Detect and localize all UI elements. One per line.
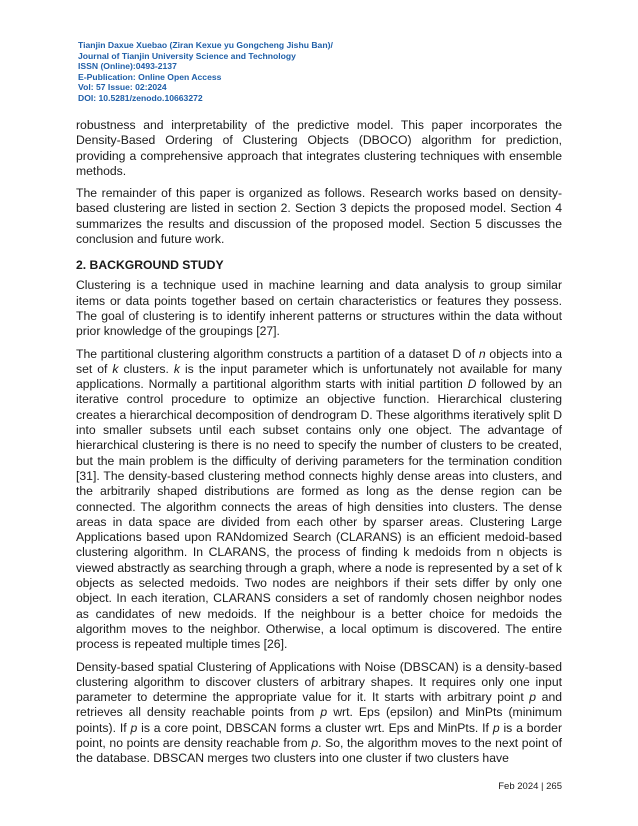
text-segment: is a border point, no points are density reachable from [76, 720, 563, 750]
italic-variable: k [173, 361, 180, 376]
text-segment: followed by an iterative control procedure to optimize an objective function. Hierarchical clustering creates a hierarchical decomposition of dendrogram D. These algorithms iteratively split D into smaller subsets until each subset contains only one object. The advantage of hierarchical clustering is there is no need to specify the number of clusters to be created, but the main problem is the difficulty of deriving parameters for the termination condition [31]. The density-based clustering method connects highly dense areas into clusters, and the arbitrarily shaped distributions are formed as long as the dense region can be connected. The algorithm connects the areas of high densities into clusters. The dense areas in data space are divided from each other by sparser areas. Clustering Large Applications based upon RANdomized Search (CLARANS) is an efficient medoid-based clustering algorithm. In CLARANS, the process of finding k medoids from n objects is viewed abstractly as searching through a graph, where a node is represented by a set of k objects as selected medoids. Two nodes are neighbors if their sets differ by only one object. In each iteration, CLARANS considers a set of randomly chosen neighbor nodes as candidates of new medoids. If the neighbour is a better choice for medoids the algorithm moves to the neighbor. Otherwise, a local optimum is discovered. The entire process is repeated multiple times [26]. [76, 377, 562, 652]
journal-header [78, 40, 478, 104]
doi-line: DOI: 10.5281/zenodo.10663272 [78, 92, 203, 103]
italic-variable: p [492, 720, 500, 735]
text-segment: is the input parameter which is unfortunately not available for many applications. Normally a partitional algorithm starts with initial partition [76, 361, 563, 392]
paragraph-partitional-clustering [76, 347, 562, 653]
journal-subtitle-line: Journal of Tianjin University Science and Technology [78, 50, 296, 61]
italic-variable: p [320, 705, 328, 720]
italic-variable: p [529, 690, 537, 705]
text-segment: and retrieves all density reachable points from [76, 690, 562, 720]
paragraph-dbscan [76, 660, 562, 767]
text-segment: wrt. Eps (epsilon) and MinPts (minimum points). If [76, 705, 562, 735]
text-segment: clusters. [118, 361, 174, 376]
italic-variable: p [130, 720, 138, 735]
section-heading-background: 2. BACKGROUND STUDY [76, 258, 224, 273]
paragraph-intro-end: robustness and interpretability of the predictive model. This paper incorporates the Density-Based Ordering of Clustering Objects (DBOCO) algorithm for prediction, providing a comprehensive approach that integrates clustering techniques with ensemble methods. [76, 118, 562, 178]
text-segment: is a core point, DBSCAN forms a cluster wrt. Eps and MinPts. If [137, 720, 493, 735]
article-body [76, 118, 562, 774]
text-segment: . So, the algorithm moves to the next point of the database. DBSCAN merges two clusters into one cluster if two clusters have [76, 735, 563, 766]
epublication-line: E-Publication: Online Open Access [78, 71, 222, 82]
text-segment: Density-based spatial Clustering of Applications with Noise (DBSCAN) is a density-based clustering algorithm to discover clusters of arbitrary shapes. It requires only one input parameter to determine the appropriate value for it. It starts with arbitrary point [76, 659, 562, 705]
issn-line: ISSN (Online):0493-2137 [78, 61, 177, 72]
journal-title-line: Tianjin Daxue Xuebao (Ziran Kexue yu Gongcheng Jishu Ban)/ [78, 40, 333, 50]
text-segment: objects into a set of [76, 346, 563, 376]
page-footer: Feb 2024 | 265 [498, 781, 562, 792]
paragraph-organization: The remainder of this paper is organized as follows. Research works based on density-based clustering are listed in section 2. Section 3 depicts the proposed model. Section 4 summarizes the results and discussion of the proposed model. Section 5 discusses the conclusion and future work. [76, 186, 562, 247]
italic-variable: n [478, 346, 486, 361]
italic-variable: k [112, 361, 119, 376]
italic-variable: p [311, 735, 319, 750]
volume-issue-line: Vol: 57 Issue: 02:2024 [78, 82, 167, 93]
paragraph-clustering-definition: Clustering is a technique used in machine learning and data analysis to group similar items or data points together based on certain characteristics or features they possess. The goal of clustering is to identify inherent patterns or structures within the data without prior knowledge of the groupings [27]. [76, 278, 562, 339]
italic-variable: D [467, 377, 477, 392]
text-segment: The partitional clustering algorithm constructs a partition of a dataset D of [76, 346, 479, 361]
